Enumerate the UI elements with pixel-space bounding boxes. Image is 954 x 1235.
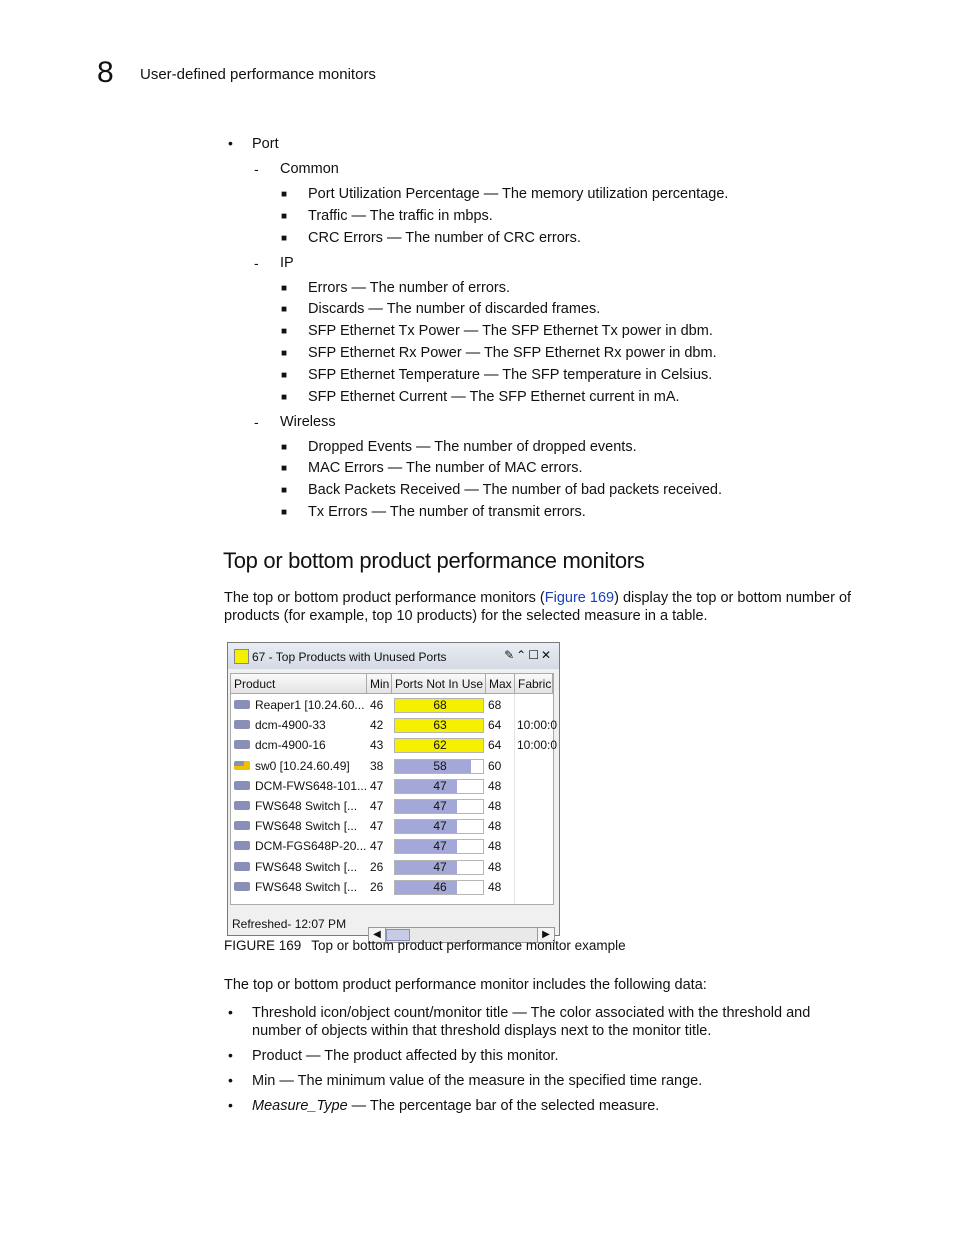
intro-paragraph-line2: products (for example, top 10 products) for the selected measure in a table. <box>224 608 708 624</box>
cell-max: 48 <box>488 879 502 894</box>
term-description: — The product affected by this monitor. <box>301 1048 559 1064</box>
cell-product: FWS648 Switch [... <box>255 879 358 894</box>
cell-max: 64 <box>488 738 502 753</box>
summary-item-threshold: Threshold icon/object count/monitor title — The color associated with the threshold and <box>252 1005 811 1021</box>
list-group-ip: IP <box>280 255 294 271</box>
cell-fabric: 10:00:0 <box>517 718 558 733</box>
square-bullet: ■ <box>281 283 288 294</box>
table-row[interactable] <box>231 796 553 816</box>
widget-tools-icon[interactable]: ✎⌃☐✕ <box>504 648 553 662</box>
square-bullet: ■ <box>281 189 288 200</box>
switch-icon <box>234 700 250 709</box>
column-header-fabric[interactable]: Fabric <box>515 674 553 694</box>
table-row[interactable] <box>231 735 558 755</box>
list-item: CRC Errors — The number of CRC errors. <box>308 230 581 246</box>
refreshed-timestamp: Refreshed- 12:07 PM <box>232 917 347 931</box>
cell-max: 48 <box>488 859 502 874</box>
summary-intro: The top or bottom product performance monitor includes the following data: <box>224 977 707 993</box>
square-bullet: ■ <box>281 304 288 315</box>
cell-product: dcm-4900-33 <box>255 718 326 733</box>
cell-fabric: 10:00:0 <box>517 738 558 753</box>
bullet-dot: • <box>228 1072 233 1088</box>
square-bullet: ■ <box>281 348 288 359</box>
figure-caption <box>224 938 626 953</box>
column-header-min[interactable]: Min <box>367 674 392 694</box>
term-min: Min <box>252 1073 276 1089</box>
cell-fabric <box>517 857 553 877</box>
cell-product: FWS648 Switch [... <box>255 859 358 874</box>
widget-title-bar <box>228 643 559 669</box>
switch-icon <box>234 862 250 871</box>
percentage-bar-value: 63 <box>433 718 447 733</box>
chapter-title: User-defined performance monitors <box>140 66 376 83</box>
warning-switch-icon <box>234 761 250 770</box>
percentage-bar-value: 47 <box>433 859 447 874</box>
switch-icon <box>234 882 250 891</box>
cell-min: 47 <box>370 819 384 834</box>
switch-icon <box>234 720 250 729</box>
square-bullet: ■ <box>281 507 288 518</box>
summary-item-threshold-cont: number of objects within that threshold displays next to the monitor title. <box>252 1023 712 1039</box>
cell-product: dcm-4900-16 <box>255 738 326 753</box>
list-item: Discards — The number of discarded frames. <box>308 301 601 317</box>
percentage-bar <box>394 718 484 733</box>
cell-fabric <box>517 877 553 897</box>
cell-min: 47 <box>370 778 384 793</box>
cell-min: 43 <box>370 738 384 753</box>
summary-item-min <box>252 1073 702 1089</box>
list-item: Tx Errors — The number of transmit errors. <box>308 504 586 520</box>
chapter-number: 8 <box>97 56 114 89</box>
cell-min: 46 <box>370 698 384 712</box>
summary-item-measure-type <box>252 1098 659 1114</box>
cell-max: 64 <box>488 718 502 733</box>
table-row[interactable] <box>231 816 553 836</box>
cell-product: FWS648 Switch [... <box>255 799 358 813</box>
square-bullet: ■ <box>281 370 288 381</box>
percentage-bar <box>394 779 484 794</box>
switch-icon <box>234 841 250 850</box>
percentage-bar <box>394 799 484 814</box>
table-row[interactable] <box>231 695 553 715</box>
cell-fabric <box>517 756 553 776</box>
widget-title: 67 - Top Products with Unused Ports <box>252 650 447 664</box>
column-header-ports-not-in-use[interactable]: Ports Not In Use <box>392 674 486 694</box>
cell-product: sw0 [10.24.60.49] <box>255 758 350 773</box>
switch-icon <box>234 781 250 790</box>
percentage-bar <box>394 759 484 774</box>
dash-marker: - <box>254 255 259 271</box>
figure-label: FIGURE 169 <box>224 938 302 953</box>
square-bullet: ■ <box>281 463 288 474</box>
switch-icon <box>234 801 250 810</box>
percentage-bar-value: 46 <box>433 879 447 894</box>
percentage-bar-value: 47 <box>433 839 447 854</box>
list-port-label: Port <box>252 136 279 152</box>
list-item: SFP Ethernet Temperature — The SFP temperature in Celsius. <box>308 367 713 383</box>
list-item: Dropped Events — The number of dropped events. <box>308 439 637 455</box>
threshold-color-icon <box>234 649 249 664</box>
percentage-bar-value: 58 <box>433 758 447 773</box>
cell-min: 47 <box>370 839 384 854</box>
list-item: Back Packets Received — The number of bad packets received. <box>308 482 723 498</box>
table-row[interactable] <box>231 857 553 877</box>
percentage-bar-value: 47 <box>433 819 447 834</box>
scroll-left-icon[interactable]: ◀ <box>369 928 386 942</box>
summary-item-product <box>252 1048 559 1064</box>
cell-min: 47 <box>370 799 384 813</box>
cell-min: 38 <box>370 758 384 773</box>
percentage-bar <box>394 860 484 875</box>
switch-icon <box>234 821 250 830</box>
top-products-widget <box>227 642 560 940</box>
intro-text: ) display the top or bottom number of <box>614 590 852 606</box>
bullet-dot: • <box>228 1004 233 1020</box>
cell-max: 48 <box>488 778 502 793</box>
term-description: — The minimum value of the measure in the specified time range. <box>275 1073 703 1089</box>
bullet-dot: • <box>228 1047 233 1063</box>
table-row[interactable] <box>231 877 553 897</box>
cell-fabric <box>517 816 553 836</box>
intro-paragraph-line1 <box>224 590 851 606</box>
cell-product: FWS648 Switch [... <box>255 819 358 834</box>
percentage-bar <box>394 698 484 713</box>
cell-fabric <box>517 796 553 816</box>
square-bullet: ■ <box>281 392 288 403</box>
cell-product: DCM-FWS648-101... <box>255 778 368 793</box>
term-description: — The percentage bar of the selected measure. <box>347 1098 660 1114</box>
table-row[interactable] <box>231 836 553 856</box>
percentage-bar-value: 62 <box>433 738 447 753</box>
percentage-bar-value: 68 <box>433 698 447 712</box>
list-item: MAC Errors — The number of MAC errors. <box>308 460 583 476</box>
list-item: SFP Ethernet Current — The SFP Ethernet current in mA. <box>308 389 680 405</box>
percentage-bar <box>394 839 484 854</box>
square-bullet: ■ <box>281 326 288 337</box>
cell-max: 68 <box>488 698 502 712</box>
scroll-right-icon[interactable]: ▶ <box>537 928 554 942</box>
term-measure-type: Measure_Type <box>252 1098 348 1114</box>
list-item: Traffic — The traffic in mbps. <box>308 208 493 224</box>
percentage-bar-value: 47 <box>433 799 447 813</box>
cell-product: Reaper1 [10.24.60... <box>255 698 365 712</box>
cell-max: 48 <box>488 839 502 854</box>
column-header-product[interactable]: Product <box>231 674 367 694</box>
bullet-dot: • <box>228 135 233 151</box>
cell-fabric <box>517 776 553 796</box>
cell-fabric <box>517 836 553 856</box>
table-row[interactable] <box>231 756 553 776</box>
list-item: SFP Ethernet Rx Power — The SFP Ethernet Rx power in dbm. <box>308 345 717 361</box>
intro-text: The top or bottom product performance monitors ( <box>224 590 545 606</box>
table-row[interactable] <box>231 715 558 735</box>
figure-169-link[interactable]: Figure 169 <box>544 590 615 606</box>
bullet-dot: • <box>228 1097 233 1113</box>
percentage-bar <box>394 819 484 834</box>
column-header-max[interactable]: Max <box>486 674 515 694</box>
square-bullet: ■ <box>281 233 288 244</box>
percentage-bar <box>394 738 484 753</box>
cell-min: 42 <box>370 718 384 733</box>
cell-fabric <box>517 695 553 715</box>
cell-max: 60 <box>488 758 502 773</box>
square-bullet: ■ <box>281 442 288 453</box>
dash-marker: - <box>254 161 259 177</box>
table-row[interactable] <box>231 776 553 796</box>
cell-min: 26 <box>370 879 384 894</box>
percentage-bar <box>394 880 484 895</box>
figure-caption-text: Top or bottom product performance monitor example <box>311 938 626 953</box>
list-item: Errors — The number of errors. <box>308 280 510 296</box>
list-item: Port Utilization Percentage — The memory utilization percentage. <box>308 186 729 202</box>
switch-icon <box>234 740 250 749</box>
term-product: Product <box>252 1048 302 1064</box>
list-item: SFP Ethernet Tx Power — The SFP Ethernet Tx power in dbm. <box>308 323 713 339</box>
list-group-wireless: Wireless <box>280 414 336 430</box>
percentage-bar-value: 47 <box>433 778 447 793</box>
square-bullet: ■ <box>281 211 288 222</box>
section-heading: Top or bottom product performance monitors <box>223 548 645 573</box>
cell-max: 48 <box>488 799 502 813</box>
list-group-common: Common <box>280 161 339 177</box>
dash-marker: - <box>254 414 259 430</box>
square-bullet: ■ <box>281 485 288 496</box>
cell-min: 26 <box>370 859 384 874</box>
cell-product: DCM-FGS648P-20... <box>255 839 367 854</box>
cell-max: 48 <box>488 819 502 834</box>
